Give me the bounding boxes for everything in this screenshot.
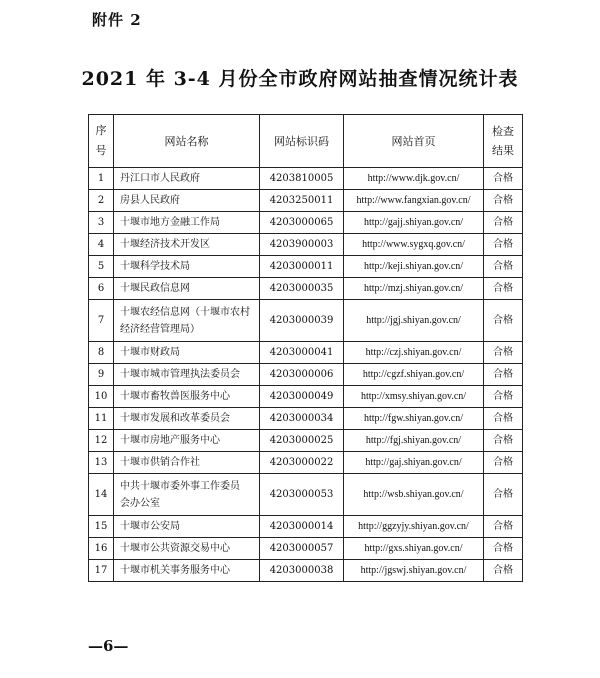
- row-result: 合格: [484, 234, 523, 256]
- row-site-code: 4203000006: [260, 364, 344, 386]
- row-number: 16: [89, 538, 114, 560]
- row-result: 合格: [484, 474, 523, 516]
- table-row: [89, 474, 523, 516]
- row-result: 合格: [484, 452, 523, 474]
- row-site-code: 4203000041: [260, 342, 344, 364]
- row-number: 7: [89, 300, 114, 342]
- row-site-name: 十堰市供销合作社: [114, 452, 260, 474]
- row-homepage-link[interactable]: http://jgj.shiyan.gov.cn/: [344, 300, 484, 342]
- row-number: 2: [89, 190, 114, 212]
- row-result: 合格: [484, 190, 523, 212]
- row-site-code: 4203250011: [260, 190, 344, 212]
- row-site-code: 4203000039: [260, 300, 344, 342]
- row-number: 11: [89, 408, 114, 430]
- row-homepage-link[interactable]: http://cgzf.shiyan.gov.cn/: [344, 364, 484, 386]
- row-homepage-link[interactable]: http://keji.shiyan.gov.cn/: [344, 256, 484, 278]
- row-result: 合格: [484, 300, 523, 342]
- row-number: 15: [89, 516, 114, 538]
- row-number: 3: [89, 212, 114, 234]
- row-site-name: 十堰市公共资源交易中心: [114, 538, 260, 560]
- row-site-name: 十堰市机关事务服务中心: [114, 560, 260, 582]
- row-site-code: 4203000025: [260, 430, 344, 452]
- row-result: 合格: [484, 364, 523, 386]
- row-homepage-link[interactable]: http://gajj.shiyan.gov.cn/: [344, 212, 484, 234]
- header-number-line2: 号: [95, 144, 107, 157]
- table-row: [89, 190, 523, 212]
- row-result: 合格: [484, 256, 523, 278]
- row-result: 合格: [484, 168, 523, 190]
- row-number: 12: [89, 430, 114, 452]
- row-site-code: 4203000057: [260, 538, 344, 560]
- table-row: [89, 408, 523, 430]
- row-result: 合格: [484, 538, 523, 560]
- row-number: 9: [89, 364, 114, 386]
- row-site-name: 十堰市地方金融工作局: [114, 212, 260, 234]
- row-homepage-link[interactable]: http://www.djk.gov.cn/: [344, 168, 484, 190]
- row-homepage-link[interactable]: http://czj.shiyan.gov.cn/: [344, 342, 484, 364]
- row-site-code: 4203000011: [260, 256, 344, 278]
- row-homepage-link[interactable]: http://gxs.shiyan.gov.cn/: [344, 538, 484, 560]
- row-site-name: 十堰市畜牧兽医服务中心: [114, 386, 260, 408]
- website-inspection-table: [88, 114, 523, 582]
- table-row: [89, 452, 523, 474]
- table-row: [89, 560, 523, 582]
- row-site-code: 4203000022: [260, 452, 344, 474]
- row-number: 17: [89, 560, 114, 582]
- header-number-line1: 序: [95, 124, 107, 137]
- row-site-code: 4203000034: [260, 408, 344, 430]
- row-result: 合格: [484, 516, 523, 538]
- row-site-code: 4203000035: [260, 278, 344, 300]
- row-site-name: 房县人民政府: [114, 190, 260, 212]
- table-row: [89, 256, 523, 278]
- header-homepage: 网站首页: [344, 115, 484, 168]
- row-site-name: 丹江口市人民政府: [114, 168, 260, 190]
- row-site-name: [114, 474, 260, 516]
- row-site-name: 十堰市城市管理执法委员会: [114, 364, 260, 386]
- table-row: [89, 278, 523, 300]
- header-result: [484, 115, 523, 168]
- row-homepage-link[interactable]: http://mzj.shiyan.gov.cn/: [344, 278, 484, 300]
- row-site-name-line2: 经济经营管理局）: [120, 323, 200, 335]
- row-result: 合格: [484, 386, 523, 408]
- table-row: [89, 386, 523, 408]
- row-site-name: 十堰市房地产服务中心: [114, 430, 260, 452]
- attachment-label: 附件 2: [92, 11, 142, 29]
- row-number: 6: [89, 278, 114, 300]
- row-homepage-link[interactable]: http://fgj.shiyan.gov.cn/: [344, 430, 484, 452]
- table-row: [89, 300, 523, 342]
- row-site-name-line1: 中共十堰市委外事工作委员: [120, 480, 240, 492]
- row-result: 合格: [484, 342, 523, 364]
- row-site-code: 4203000053: [260, 474, 344, 516]
- row-number: 14: [89, 474, 114, 516]
- row-site-code: 4203000014: [260, 516, 344, 538]
- table-row: [89, 212, 523, 234]
- row-homepage-link[interactable]: http://gaj.shiyan.gov.cn/: [344, 452, 484, 474]
- row-homepage-link[interactable]: http://fgw.shiyan.gov.cn/: [344, 408, 484, 430]
- header-number: [89, 115, 114, 168]
- row-number: 13: [89, 452, 114, 474]
- row-homepage-link[interactable]: http://jgswj.shiyan.gov.cn/: [344, 560, 484, 582]
- table-header-row: [89, 115, 523, 168]
- row-result: 合格: [484, 560, 523, 582]
- header-result-line2: 结果: [492, 144, 514, 157]
- row-result: 合格: [484, 212, 523, 234]
- row-homepage-link[interactable]: http://www.sygxq.gov.cn/: [344, 234, 484, 256]
- page-number: —6—: [88, 637, 129, 655]
- row-homepage-link[interactable]: http://wsb.shiyan.gov.cn/: [344, 474, 484, 516]
- row-site-name: [114, 300, 260, 342]
- row-homepage-link[interactable]: http://xmsy.shiyan.gov.cn/: [344, 386, 484, 408]
- header-site-code: 网站标识码: [260, 115, 344, 168]
- header-result-line1: 检查: [492, 125, 514, 138]
- page-title: 2021 年 3-4 月份全市政府网站抽查情况统计表: [81, 68, 519, 90]
- header-site-name: 网站名称: [114, 115, 260, 168]
- table-row: [89, 168, 523, 190]
- row-number: 4: [89, 234, 114, 256]
- row-site-name: 十堰经济技术开发区: [114, 234, 260, 256]
- row-number: 1: [89, 168, 114, 190]
- row-site-name: 十堰民政信息网: [114, 278, 260, 300]
- row-result: 合格: [484, 430, 523, 452]
- table-row: [89, 538, 523, 560]
- row-site-name-line2: 会办公室: [120, 497, 160, 509]
- row-number: 5: [89, 256, 114, 278]
- row-site-code: 4203000038: [260, 560, 344, 582]
- table-row: [89, 342, 523, 364]
- row-site-name: 十堰市公安局: [114, 516, 260, 538]
- table-row: [89, 430, 523, 452]
- row-site-name: 十堰市财政局: [114, 342, 260, 364]
- row-result: 合格: [484, 278, 523, 300]
- row-number: 8: [89, 342, 114, 364]
- row-result: 合格: [484, 408, 523, 430]
- row-site-name: 十堰科学技术局: [114, 256, 260, 278]
- table-row: [89, 364, 523, 386]
- row-homepage-link[interactable]: http://www.fangxian.gov.cn/: [344, 190, 484, 212]
- row-site-name: 十堰市发展和改革委员会: [114, 408, 260, 430]
- table-row: [89, 516, 523, 538]
- row-site-code: 4203000049: [260, 386, 344, 408]
- row-site-code: 4203000065: [260, 212, 344, 234]
- row-site-code: 4203900003: [260, 234, 344, 256]
- row-site-name-line1: 十堰农经信息网（十堰市农村: [120, 306, 250, 318]
- row-number: 10: [89, 386, 114, 408]
- table-row: [89, 234, 523, 256]
- row-site-code: 4203810005: [260, 168, 344, 190]
- row-homepage-link[interactable]: http://ggzyjy.shiyan.gov.cn/: [344, 516, 484, 538]
